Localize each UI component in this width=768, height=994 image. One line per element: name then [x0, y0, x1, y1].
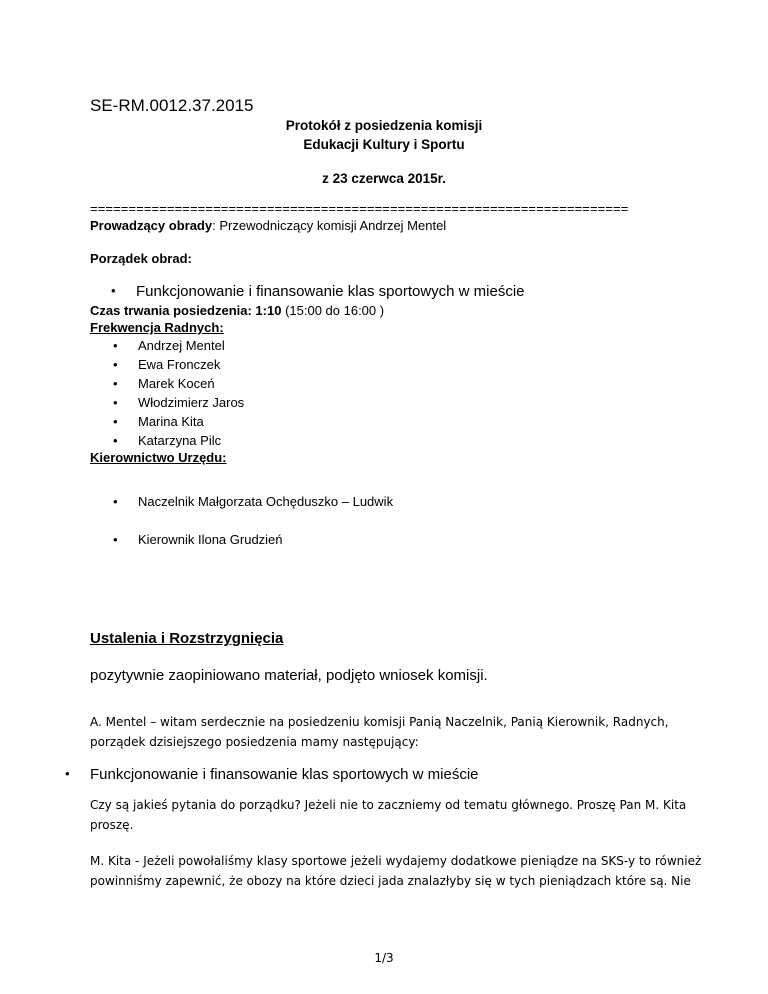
duration-label: Czas trwania posiedzenia: 1:10 — [90, 303, 282, 318]
attendee-item: • Włodzimierz Jaros — [138, 395, 244, 410]
paragraph-line: Czy są jakieś pytania do porządku? Jeżeli nie to zaczniemy od tematu głównego. Proszę Pan M. Kita — [90, 798, 687, 812]
document-date: z 23 czerwca 2015r. — [322, 171, 446, 186]
agenda-repeat-item: • Funkcjonowanie i finansowanie klas sportowych w mieście — [90, 766, 479, 783]
document-title-line-1: Protokół z posiedzenia komisji — [285, 118, 483, 133]
findings-text: pozytywnie zaopiniowano materiał, podjęto wniosek komisji. — [90, 667, 488, 684]
page-number: 1/3 — [374, 951, 394, 965]
duration-value: (15:00 do 16:00 ) — [281, 303, 385, 318]
chair-value: : Przewodniczący komisji Andrzej Mentel — [212, 218, 447, 233]
chair-line — [90, 218, 446, 233]
management-label: Kierownictwo Urzędu: — [90, 450, 227, 465]
management-item: • Naczelnik Małgorzata Ochęduszko – Ludwik — [138, 494, 393, 509]
attendee-item: • Ewa Fronczek — [138, 357, 220, 372]
separator-line: ====================================================================== — [90, 201, 629, 216]
attendee-item: • Marek Koceń — [138, 376, 215, 391]
paragraph-line: M. Kita - Jeżeli powołaliśmy klasy sportowe jeżeli wydajemy dodatkowe pieniądze na SKS-y to również — [90, 854, 702, 868]
paragraph-line: proszę. — [90, 818, 134, 832]
paragraph-line: powinniśmy zapewnić, że obozy na które dzieci jada znalazłyby się w tych pieniądzach które są. Nie — [90, 874, 691, 888]
document-title-line-2: Edukacji Kultury i Sportu — [303, 137, 465, 152]
attendance-label: Frekwencja Radnych: — [90, 320, 224, 335]
attendee-item: • Marina Kita — [138, 414, 204, 429]
chair-label: Prowadzący obrady — [90, 218, 213, 233]
management-item: • Kierownik Ilona Grudzień — [138, 532, 283, 547]
agenda-item: • Funkcjonowanie i finansowanie klas sportowych w mieście — [136, 283, 525, 300]
paragraph-line: A. Mentel – witam serdecznie na posiedzeniu komisji Panią Naczelnik, Panią Kierownik, Radnych, — [90, 715, 669, 729]
agenda-label: Porządek obrad: — [90, 251, 192, 266]
findings-heading: Ustalenia i Rozstrzygnięcia — [90, 630, 284, 647]
attendee-item: • Andrzej Mentel — [138, 338, 225, 353]
attendee-item: • Katarzyna Pilc — [138, 433, 221, 448]
document-reference: SE-RM.0012.37.2015 — [90, 96, 254, 115]
paragraph-line: porządek dzisiejszego posiedzenia mamy następujący: — [90, 735, 419, 749]
duration-line — [90, 303, 384, 318]
